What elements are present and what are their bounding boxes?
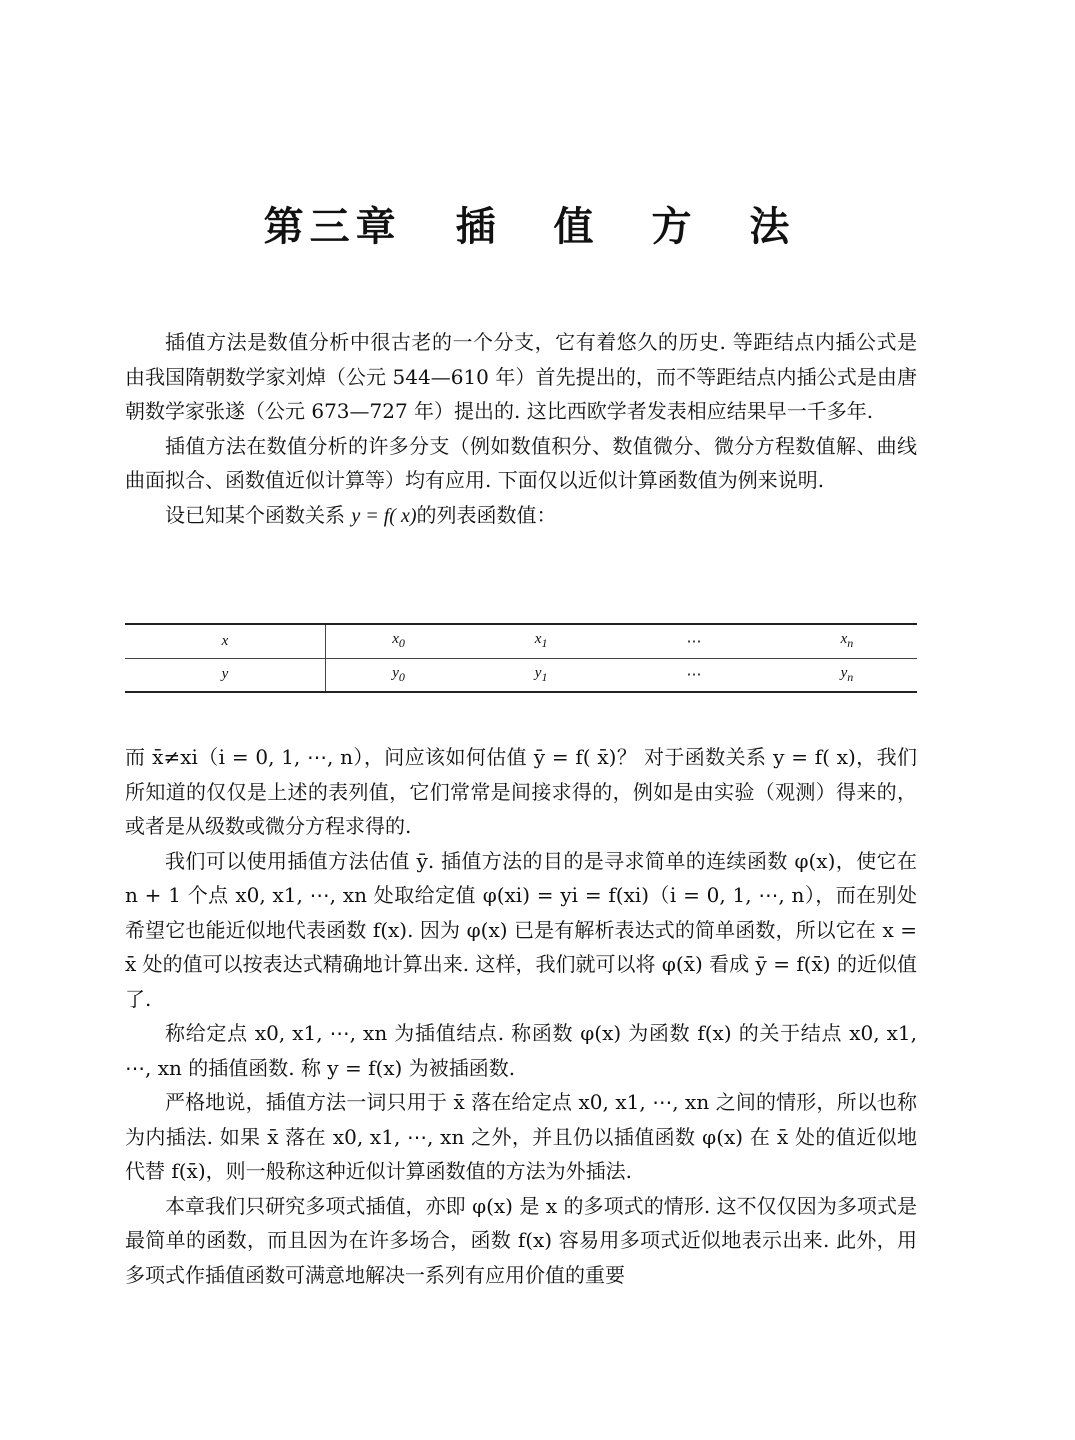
body-section [125,740,917,1292]
table-cell: $x_1$ [471,624,611,658]
body-paragraph-6: 称给定点 x0, x1, ⋯, xn 为插值结点. 称函数 φ(x) 为函数 f(x) 的关于结点 x0, x1, ⋯, xn 的插值函数. 称 y = f(x) 为被插函数. [125,1021,917,1080]
chapter-title: 插 值 方 法 [455,204,812,250]
table-cell: $y_n$ [777,658,917,692]
intro-paragraph-3: 设已知某个函数关系 y = f( x)的列表函数值： [165,502,557,527]
table-cell: ⋯ [611,658,777,692]
table-row-x [125,624,917,658]
body-paragraph-5: 我们可以使用插值方法估值 ȳ. 插值方法的目的是寻求简单的连续函数 φ(x)，使它在 n + 1 个点 x0, x1, ⋯, xn 处取给定值 φ(xi) = yi = f(xi)（i = 0, 1, ⋯, n），而在别处希望它也能近似地代表函数 f(x). 因为 φ(x) 已是有解析表达式的简单函数，所以它在 x = x̄ 处的值可以按表达式精确地计算出来. 这样，我们就可以将 φ(x̄) 看成 ȳ = f(x̄) 的近似值了. [125,848,917,1011]
intro-paragraph-2: 插值方法在数值分析的许多分支（例如数值积分、数值微分、微分方程数值解、曲线曲面拟合、函数值近似计算等）均有应用. 下面仅以近似计算函数值为例来说明. [125,433,917,492]
table-cell: $x_0$ [326,624,472,658]
table-cell: x [125,624,326,658]
intro-paragraph-1: 插值方法是数值分析中很古老的一个分支，它有着悠久的历史. 等距结点内插公式是由我国隋朝数学家刘焯（公元 544—610 年）首先提出的，而不等距结点内插公式是由唐朝数学家张遂（公元 673—727 年）提出的. 这比西欧学者发表相应结果早一千多年. [125,330,917,423]
table-cell: $x_n$ [777,624,917,658]
body-paragraph-4: 而 x̄≠xi（i = 0, 1, ⋯, n），问应该如何估值 ȳ = f( x̄)？ 对于函数关系 y = f( x)，我们所知道的仅仅是上述的表列值，它们常常是间接求得的，例如是由实验（观测）得来的，或者是从级数或微分方程求得的. [125,745,917,838]
chapter-heading [0,195,1075,252]
table-cell: $y_0$ [326,658,472,692]
chapter-label: 第三章 [263,204,402,250]
body-paragraph-8: 本章我们只研究多项式插值，亦即 φ(x) 是 x 的多项式的情形. 这不仅仅因为多项式是最简单的函数，而且因为在许多场合，函数 f(x) 容易用多项式近似地表示出来. 此外，用多项式作插值函数可满意地解决一系列有应用价值的重要 [125,1193,917,1287]
table-cell: y [125,658,326,692]
value-table [125,623,917,693]
table-row-y [125,658,917,692]
table-cell: ⋯ [611,624,777,658]
table-cell: $y_1$ [471,658,611,692]
intro-section [125,325,917,533]
body-paragraph-7: 严格地说，插值方法一词只用于 x̄ 落在给定点 x0, x1, ⋯, xn 之间的情形，所以也称为内插法. 如果 x̄ 落在 x0, x1, ⋯, xn 之外，并且仍以插值函数 φ(x) 在 x̄ 处的值近似地代替 f(x̄)，则一般称这种近似计算函数值的方法为外插法. [125,1090,917,1183]
